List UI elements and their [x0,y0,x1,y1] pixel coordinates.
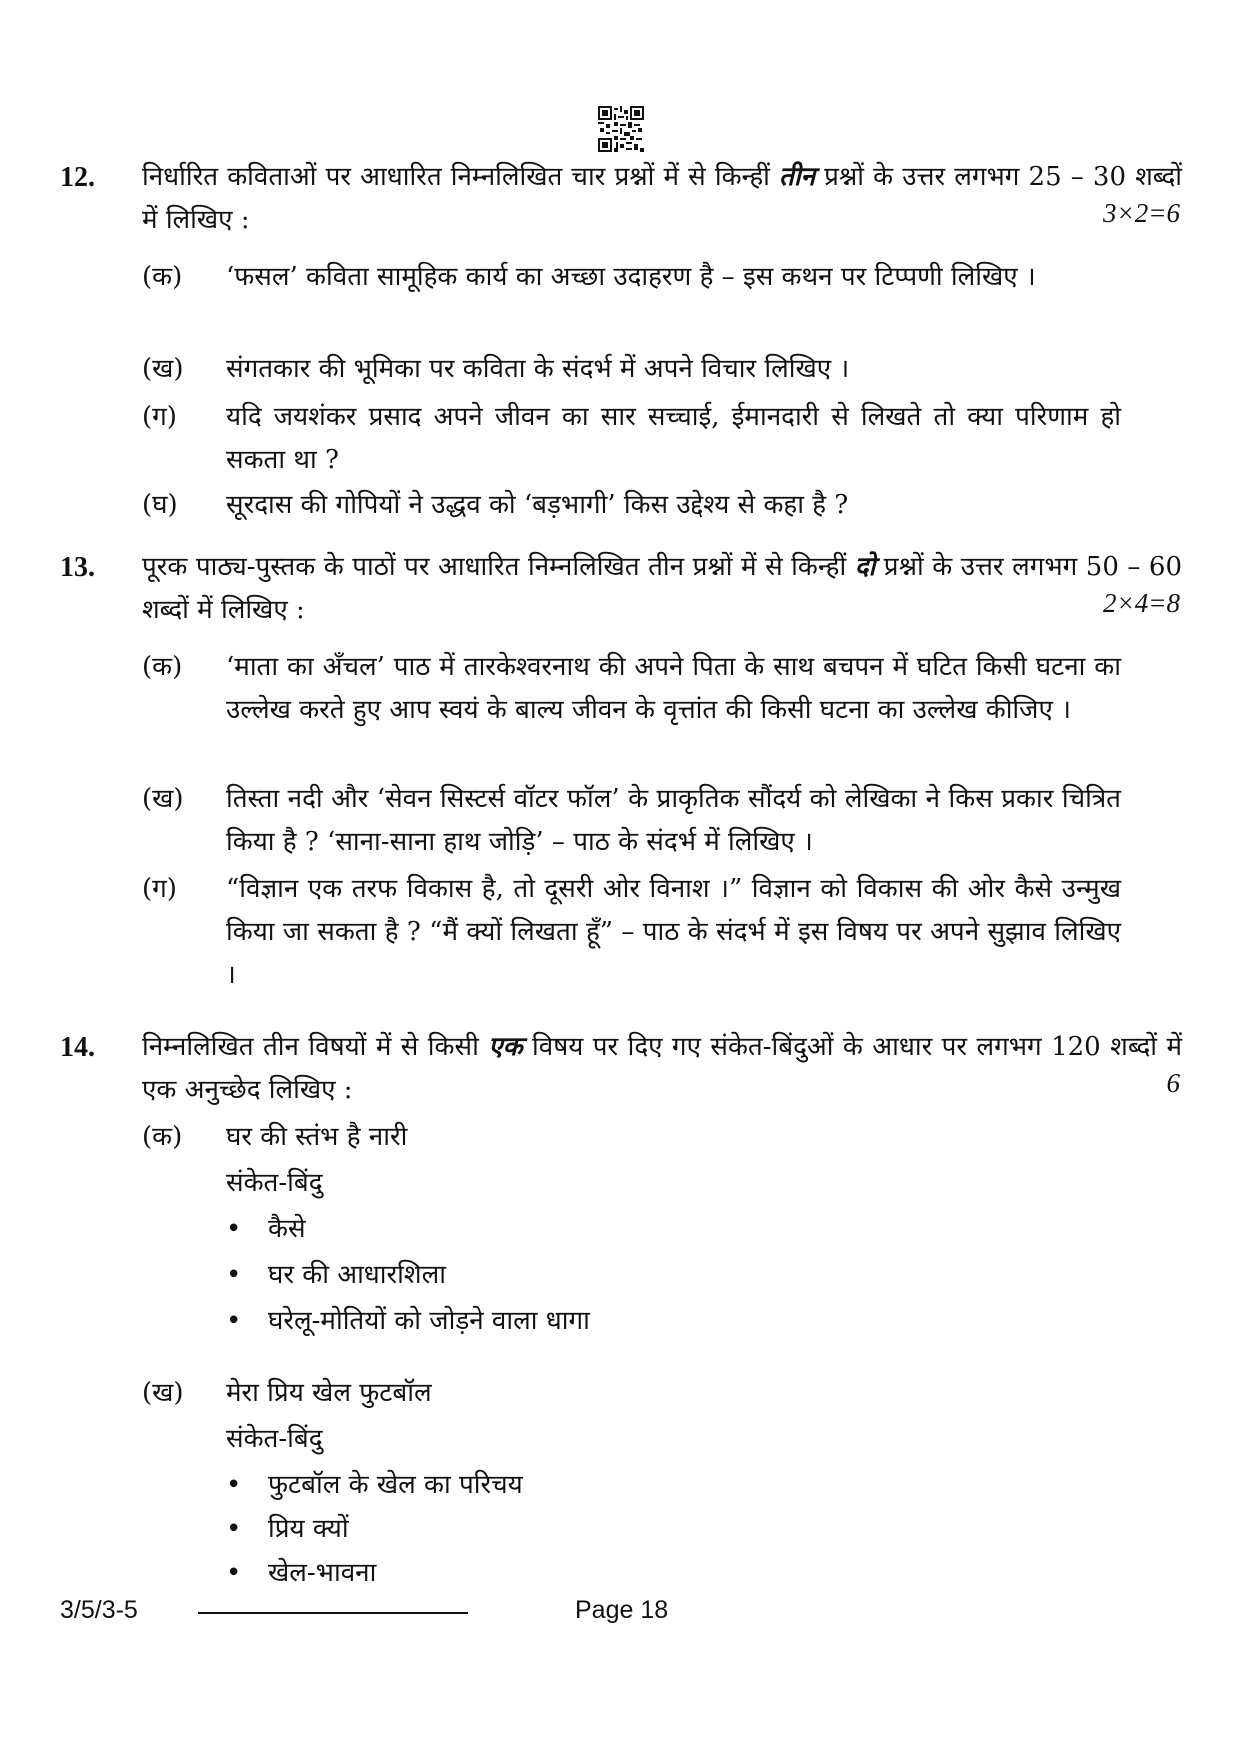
marks: 6 [1166,1068,1180,1098]
sub-question-text: सूरदास की गोपियों ने उद्धव को ‘बड़भागी’ किस उद्देश्य से कहा है ? [226,490,849,520]
bullet-item: • घर की आधारशिला [226,1254,446,1297]
marks: 3×2=6 [1103,198,1180,228]
bullet-icon: • [226,1514,242,1544]
sub-question-label: (ग) [142,402,177,432]
emphasis: एक [488,1032,523,1062]
sub-question-text: तिस्ता नदी और ‘सेवन सिस्टर्स वॉटर फॉल’ के प्राकृतिक सौंदर्य को लेखिका ने किस प्रकार चित्रित किया है ? ‘साना-साना हाथ जोड़ि’ – पाठ के संदर्भ में लिखिए । [226,784,1121,857]
page-number: Page 18 [575,1596,669,1624]
question-text: निर्धारित कविताओं पर आधारित निम्नलिखित चार प्रश्नों में से किन्हीं तीन प्रश्नों के उत्तर लगभग 25 – 30 शब्दों में लिखिए : [142,162,1182,235]
bullet-icon: • [226,1260,242,1290]
bullet-icon: • [226,1214,242,1244]
bullet-item: • कैसे [226,1208,306,1251]
question-text: पूरक पाठ्य-पुस्तक के पाठों पर आधारित निम्नलिखित तीन प्रश्नों में से किन्हीं दो प्रश्नों के उत्तर लगभग 50 – 60 शब्दों में लिखिए : [142,552,1182,625]
sub-question-label: (ख) [142,354,184,384]
sub-question-label: (क) [142,262,183,292]
sub-question-label: (ख) [142,784,184,814]
footer-divider [198,1612,468,1614]
bullet-item: • फुटबॉल के खेल का परिचय [226,1464,523,1507]
bullet-icon: • [226,1306,242,1336]
bullet-item: • घरेलू-मोतियों को जोड़ने वाला धागा [226,1300,590,1343]
sub-question-label: (क) [142,1122,183,1152]
question-number: 13. [60,552,95,583]
sub-question-label: (क) [142,652,183,682]
sub-question-text: ‘फसल’ कविता सामूहिक कार्य का अच्छा उदाहरण है – इस कथन पर टिप्पणी लिखिए । [226,262,1036,292]
hint-label: संकेत-बिंदु [226,1168,323,1198]
question-text: निम्नलिखित तीन विषयों में से किसी एक विषय पर दिए गए संकेत-बिंदुओं के आधार पर लगभग 120 शब्दों में एक अनुच्छेद लिखिए : [142,1032,1182,1105]
sub-question-label: (ख) [142,1378,184,1408]
marks: 2×4=8 [1103,588,1180,618]
bullet-item: • खेल-भावना [226,1552,376,1595]
emphasis: तीन [779,162,815,192]
bullet-icon: • [226,1470,242,1500]
sub-question-label: (ग) [142,874,177,904]
question-number: 12. [60,162,95,193]
sub-question-label: (घ) [142,490,178,520]
emphasis: दो [854,552,876,582]
hint-label: संकेत-बिंदु [226,1424,323,1454]
sub-question-text: यदि जयशंकर प्रसाद अपने जीवन का सार सच्चाई, ईमानदारी से लिखते तो क्या परिणाम हो सकता था ? [226,402,1121,475]
sub-question-text: “विज्ञान एक तरफ विकास है, तो दूसरी ओर विनाश ।” विज्ञान को विकास की ओर कैसे उन्मुख किया जा सकता है ? “मैं क्यों लिखता हूँ” – पाठ के संदर्भ में इस विषय पर अपने सुझाव लिखिए । [226,874,1121,990]
topic-title: घर की स्तंभ है नारी [226,1122,408,1152]
bullet-icon: • [226,1558,242,1588]
sub-question-text: ‘माता का अँचल’ पाठ में तारकेश्वरनाथ की अपने पिता के साथ बचपन में घटित किसी घटना का उल्लेख करते हुए आप स्वयं के बाल्य जीवन के वृत्तांत की किसी घटना का उल्लेख कीजिए । [226,652,1121,725]
topic-title: मेरा प्रिय खेल फुटबॉल [226,1378,432,1408]
paper-code: 3/5/3-5 [60,1596,138,1624]
bullet-item: • प्रिय क्यों [226,1508,349,1551]
question-number: 14. [60,1032,95,1063]
qr-code-icon [598,106,644,152]
sub-question-text: संगतकार की भूमिका पर कविता के संदर्भ में अपने विचार लिखिए । [226,354,850,384]
